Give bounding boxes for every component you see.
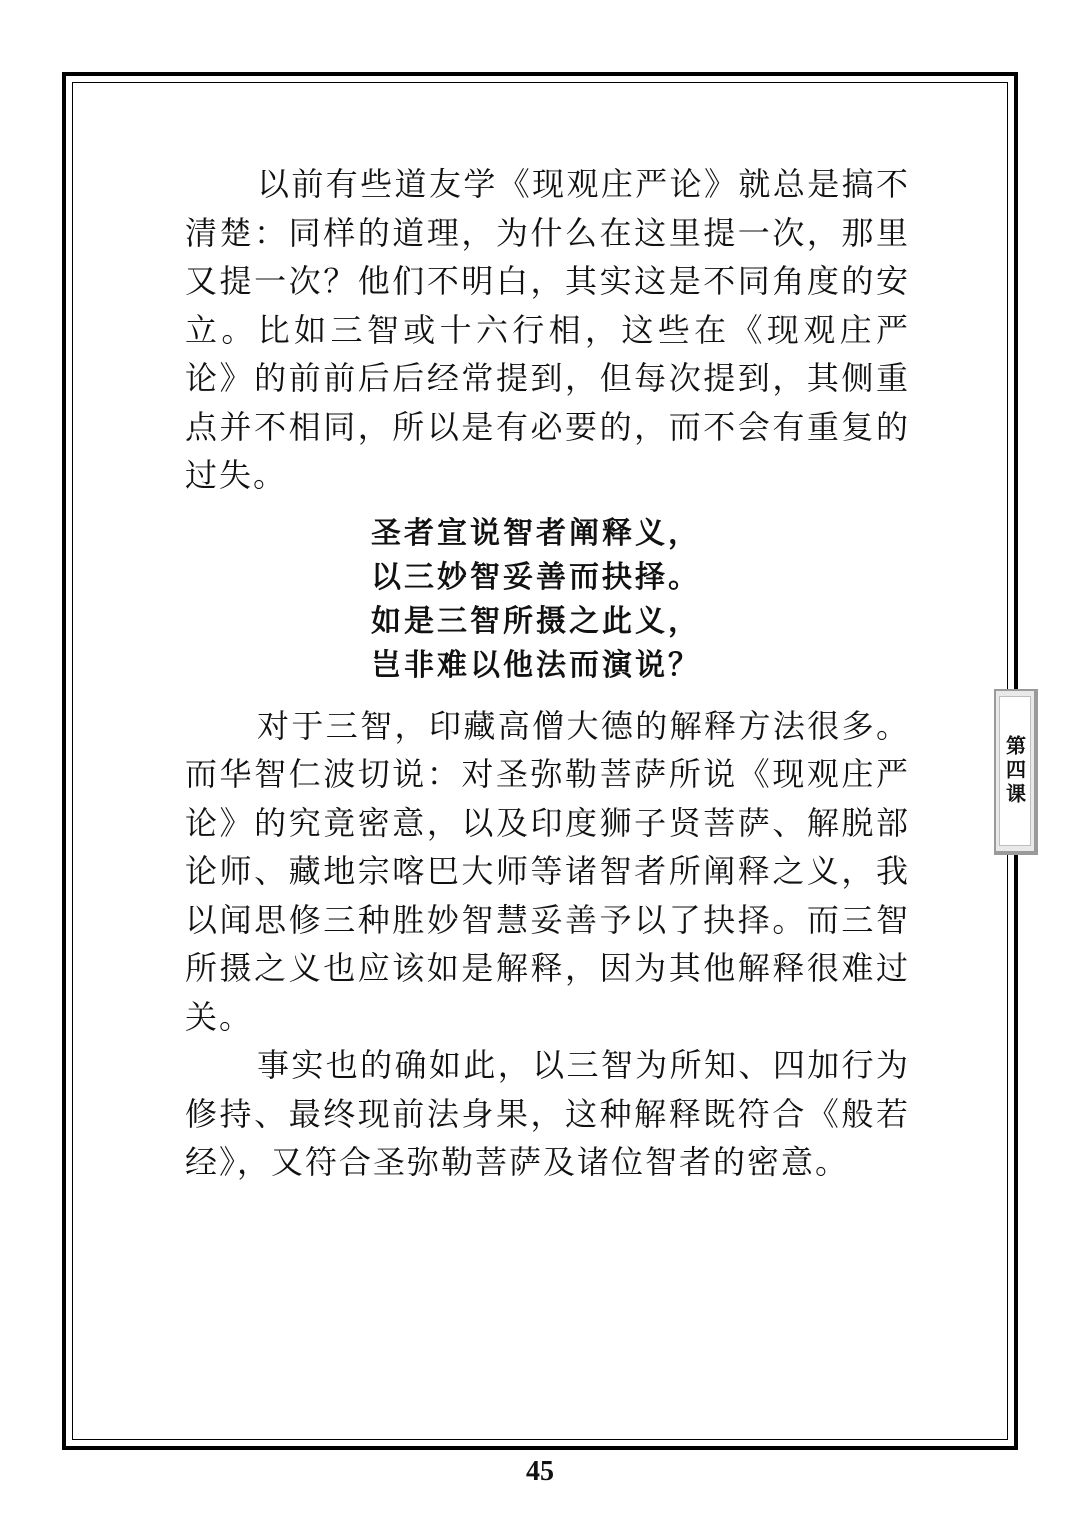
paragraph-2: 对于三智，印藏高僧大德的解释方法很多。而华智仁波切说：对圣弥勒菩萨所说《现观庄严论》的究竟密意，以及印度狮子贤菩萨、解脱部论师、藏地宗喀巴大师等诸智者所阐释之义，我以闻思修三种胜妙智慧妥善予以了抉择。而三智所摄之义也应该如是解释，因为其他解释很难过关。 [185, 706, 910, 1036]
verse-block [185, 512, 910, 688]
lesson-tab [994, 689, 1038, 855]
paragraph-3: 事实也的确如此，以三智为所知、四加行为修持、最终现前法身果，这种解释既符合《般若经》，又符合圣弥勒菩萨及诸位智者的密意。 [185, 1046, 910, 1181]
verse-line-4: 岂非难以他法而演说？ [371, 647, 701, 683]
verse-line-3: 如是三智所摄之此义， [371, 603, 701, 639]
lesson-tab-inner [999, 696, 1031, 846]
verse-line-2: 以三妙智妥善而抉择。 [371, 559, 701, 595]
verse-line-1: 圣者宣说智者阐释义， [371, 515, 701, 551]
paragraph-1: 以前有些道友学《现观庄严论》就总是搞不清楚：同样的道理，为什么在这里提一次，那里又提一次？他们不明白，其实这是不同角度的安立。比如三智或十六行相，这些在《现观庄严论》的前前后后经常提到，但每次提到，其侧重点并不相同，所以是有必要的，而不会有重复的过失。 [185, 165, 910, 494]
main-text [185, 160, 910, 1187]
lesson-tab-label: 第四课 [1002, 735, 1027, 807]
page-number: 45 [526, 1456, 554, 1487]
